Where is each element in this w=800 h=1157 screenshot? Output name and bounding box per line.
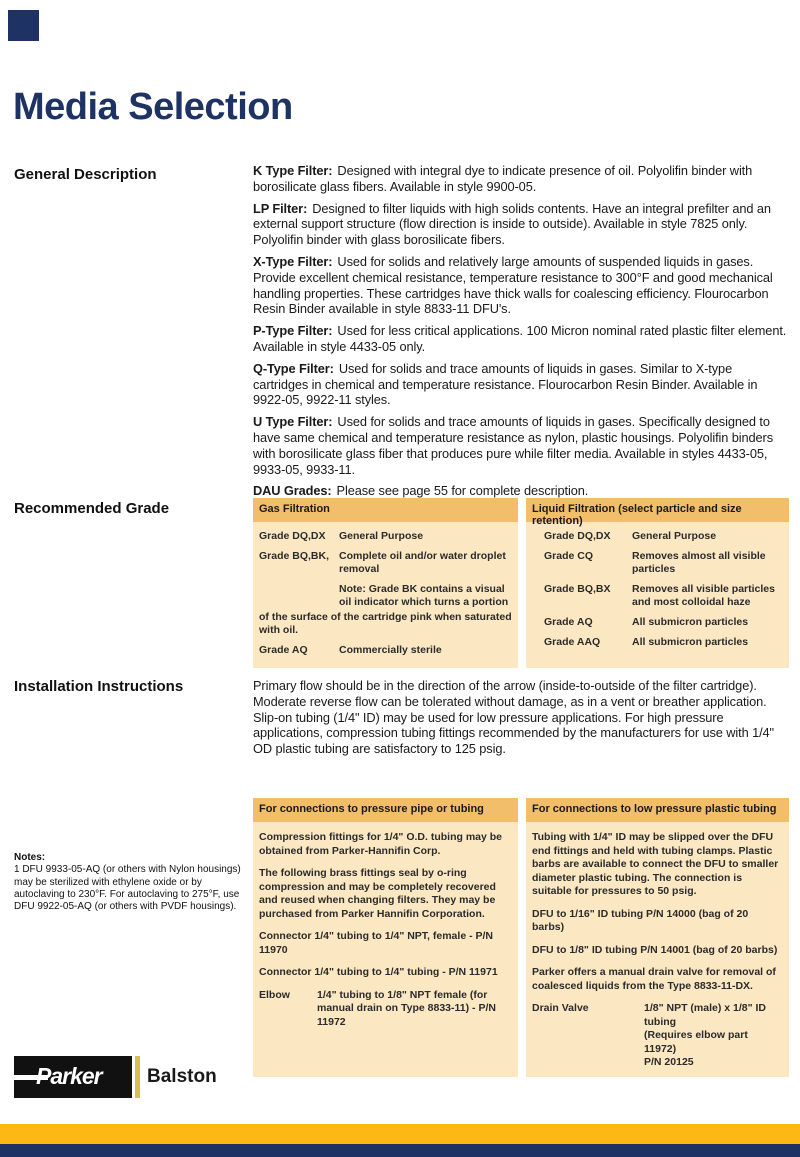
gas-filtration-body xyxy=(253,522,518,670)
paragraph-label: Q-Type Filter: xyxy=(253,360,334,376)
paragraph-text: Used for solids and trace amounts of liquids in gases. Specifically designed to have same chemical and temperature resistance as nylon, plastic housings. Polyolifin binders with borosilicate glass fiber that produces pure while filter media. Available in styles 4433-05, 9933-05, 9933-11. xyxy=(253,414,774,477)
grade-desc: General Purpose xyxy=(632,530,717,542)
paragraph-u-type xyxy=(253,414,790,477)
liquid-filtration-table xyxy=(526,498,789,668)
liquid-filtration-body xyxy=(526,522,789,662)
barb-line: DFU to 1/8" ID tubing P/N 14001 (bag of 20 barbs) xyxy=(532,943,778,956)
grade-term: Grade AQ xyxy=(544,616,593,628)
heading-installation-instructions: Installation Instructions xyxy=(14,678,184,695)
table-note-continuation: of the surface of the cartridge pink when saturated with oil. xyxy=(259,611,512,636)
paragraph-q-type xyxy=(253,361,790,408)
parker-wordmark: Parker xyxy=(36,1063,102,1089)
gas-filtration-header: Gas Filtration xyxy=(253,498,518,522)
notes-text: 1 DFU 9933-05-AQ (or others with Nylon housings) may be sterilized with ethylene oxide or by autoclaving to 230°F. For autoclaving to 275°F, use DFU 9922-05-AQ (or others with PVDF housings). xyxy=(14,864,241,913)
parker-balston-logo xyxy=(14,1056,217,1098)
fitting-term: Drain Valve xyxy=(532,1002,589,1014)
paragraph-text: Used for solids and trace amounts of liquids in gases. Similar to X-type cartridges in chemical and temperature resistance. Flourocarbon Resin Binder. Available in 9922-05, 9922-11 styles. xyxy=(253,360,758,408)
connections-paragraph: The following brass fittings seal by o-ring compression and may be completely recovered and reused when changing filters. They may be purchased from Parker Hannifin Corporation. xyxy=(259,867,496,920)
heading-general-description: General Description xyxy=(14,166,157,183)
footer-navy-band xyxy=(0,1144,800,1157)
fitting-desc-line: tubing xyxy=(644,1015,677,1028)
paragraph-x-type xyxy=(253,254,790,317)
paragraph-label: X-Type Filter: xyxy=(253,253,333,269)
grade-desc: Commercially sterile xyxy=(339,644,442,656)
elbow-row xyxy=(259,989,510,1030)
pressure-connections-header: For connections to pressure pipe or tubing xyxy=(253,798,518,822)
table-row xyxy=(259,550,512,576)
installation-paragraph: Primary flow should be in the direction of the arrow (inside-to-outside of the filter cartridge). Moderate reverse flow can be tolerated without damage, as in a vent or breather application. Slip-on tubing (1/4" ID) may be used for low pressure applications. For high pressure applications, compression tubing fittings recommended by the manufacturers for use with 1/4" OD plastic tubing are satisfactory to 125 psig. xyxy=(253,678,774,757)
general-description-body xyxy=(253,163,790,505)
grade-term: Grade BQ,BK, xyxy=(259,550,330,562)
paragraph-label: U Type Filter: xyxy=(253,414,333,430)
paragraph-k-type xyxy=(253,163,790,195)
pressure-connections-box xyxy=(253,798,518,1077)
installation-instructions-body xyxy=(253,678,790,763)
notes-heading: Notes: xyxy=(14,852,46,863)
table-row xyxy=(532,550,783,576)
fitting-desc-line: P/N 20125 xyxy=(644,1056,694,1068)
table-row xyxy=(259,583,512,609)
connector-line: Connector 1/4" tubing to 1/4" NPT, female - P/N 11970 xyxy=(259,930,493,956)
drain-valve-row xyxy=(532,1002,781,1070)
table-row xyxy=(532,636,783,649)
table-row xyxy=(259,530,512,543)
paragraph-text: Designed with integral dye to indicate presence of oil. Polyolifin binder with borosilicate glass fibers. Available in style 9900-05. xyxy=(253,163,753,194)
grade-term: Grade BQ,BX xyxy=(544,583,611,595)
table-row xyxy=(259,644,512,657)
grade-term: Grade DQ,DX xyxy=(544,530,611,542)
grade-desc: All submicron particles xyxy=(632,616,749,628)
fitting-desc: 1/4" tubing to 1/8" NPT female (for manual drain on Type 8833-11) - P/N 11972 xyxy=(317,988,496,1028)
logo-gold-divider xyxy=(135,1056,140,1098)
balston-wordmark: Balston xyxy=(147,1066,217,1087)
page-title: Media Selection xyxy=(13,86,293,128)
grade-term: Grade AAQ xyxy=(544,636,601,648)
paragraph-p-type xyxy=(253,323,790,355)
paragraph-label: DAU Grades: xyxy=(253,483,332,499)
barb-line: DFU to 1/16" ID tubing P/N 14000 (bag of 20 barbs) xyxy=(532,907,749,933)
grade-desc: Removes all visible particles and most colloidal haze xyxy=(632,583,775,608)
paragraph-text: Used for less critical applications. 100 Micron nominal rated plastic filter element. Available in style 4433-05 only. xyxy=(253,323,787,354)
paragraph-text: Used for solids and relatively large amounts of suspended liquids in gases. Provide excellent chemical resistance, temperature resistance to 300°F and good mechanical handling properties. These cartridges have thick walls for coalescing efficiency. Flourocarbon Resin Binder available in style 8833-11 DFU's. xyxy=(253,253,773,317)
fitting-term: Elbow xyxy=(259,988,290,1001)
table-row xyxy=(532,530,783,543)
paragraph-label: LP Filter: xyxy=(253,200,308,216)
connections-paragraph: Tubing with 1/4" ID may be slipped over the DFU end fittings and held with tubing clamps. Plastic barbs are available to connect the DFU to smaller diameter plastic tubing. The connection is suitable for pressures to 50 psig. xyxy=(532,831,779,897)
grade-term: Grade AQ xyxy=(259,644,308,656)
table-row xyxy=(532,583,783,609)
table-row xyxy=(532,616,783,629)
grade-desc: All submicron particles xyxy=(632,636,749,648)
fitting-desc-line: (Requires elbow part 11972) xyxy=(644,1029,748,1055)
paragraph-lp xyxy=(253,201,790,248)
paragraph-text: Designed to filter liquids with high solids contents. Have an integral prefilter and an external support structure (flow direction is inside to outside). Available in style 7825 only. Polyolifin binder with glass borosilicate fibers. xyxy=(253,200,771,248)
grade-term: Grade DQ,DX xyxy=(259,530,326,542)
liquid-filtration-header: Liquid Filtration (select particle and size retention) xyxy=(526,498,789,522)
parker-logo-box xyxy=(14,1056,132,1098)
heading-recommended-grade: Recommended Grade xyxy=(14,500,170,517)
plastic-tubing-header: For connections to low pressure plastic tubing xyxy=(526,798,789,822)
grade-desc: Removes almost all visible particles xyxy=(632,550,766,575)
notes-block xyxy=(14,852,254,913)
paragraph-label: K Type Filter: xyxy=(253,163,333,178)
grade-desc: Complete oil and/or water droplet removal xyxy=(339,550,506,575)
paragraph-dau-grades xyxy=(253,483,790,499)
paragraph-text: Please see page 55 for complete description. xyxy=(336,483,589,499)
grade-term xyxy=(259,583,339,609)
gas-filtration-table xyxy=(253,498,518,668)
connector-line: Connector 1/4" tubing to 1/4" tubing - P/N 11971 xyxy=(259,966,498,978)
plastic-tubing-connections-box xyxy=(526,798,789,1077)
grade-desc: Note: Grade BK contains a visual oil indicator which turns a portion xyxy=(339,583,509,608)
footer-yellow-band xyxy=(0,1124,800,1144)
plastic-tubing-body xyxy=(526,822,789,1085)
fitting-desc xyxy=(644,1002,781,1070)
paragraph-label: P-Type Filter: xyxy=(253,323,333,339)
grade-term: Grade CQ xyxy=(544,550,594,562)
corner-accent-square xyxy=(8,10,39,41)
connections-paragraph: Compression fittings for 1/4" O.D. tubing may be obtained from Parker-Hannifin Corp. xyxy=(259,831,503,857)
connections-paragraph: Parker offers a manual drain valve for removal of coalesced liquids from the Type 8833-11-DX. xyxy=(532,966,776,992)
grade-desc: General Purpose xyxy=(339,530,424,542)
pressure-connections-body xyxy=(253,822,518,1044)
fitting-desc-line: 1/8" NPT (male) x 1/8" ID xyxy=(644,1002,767,1014)
